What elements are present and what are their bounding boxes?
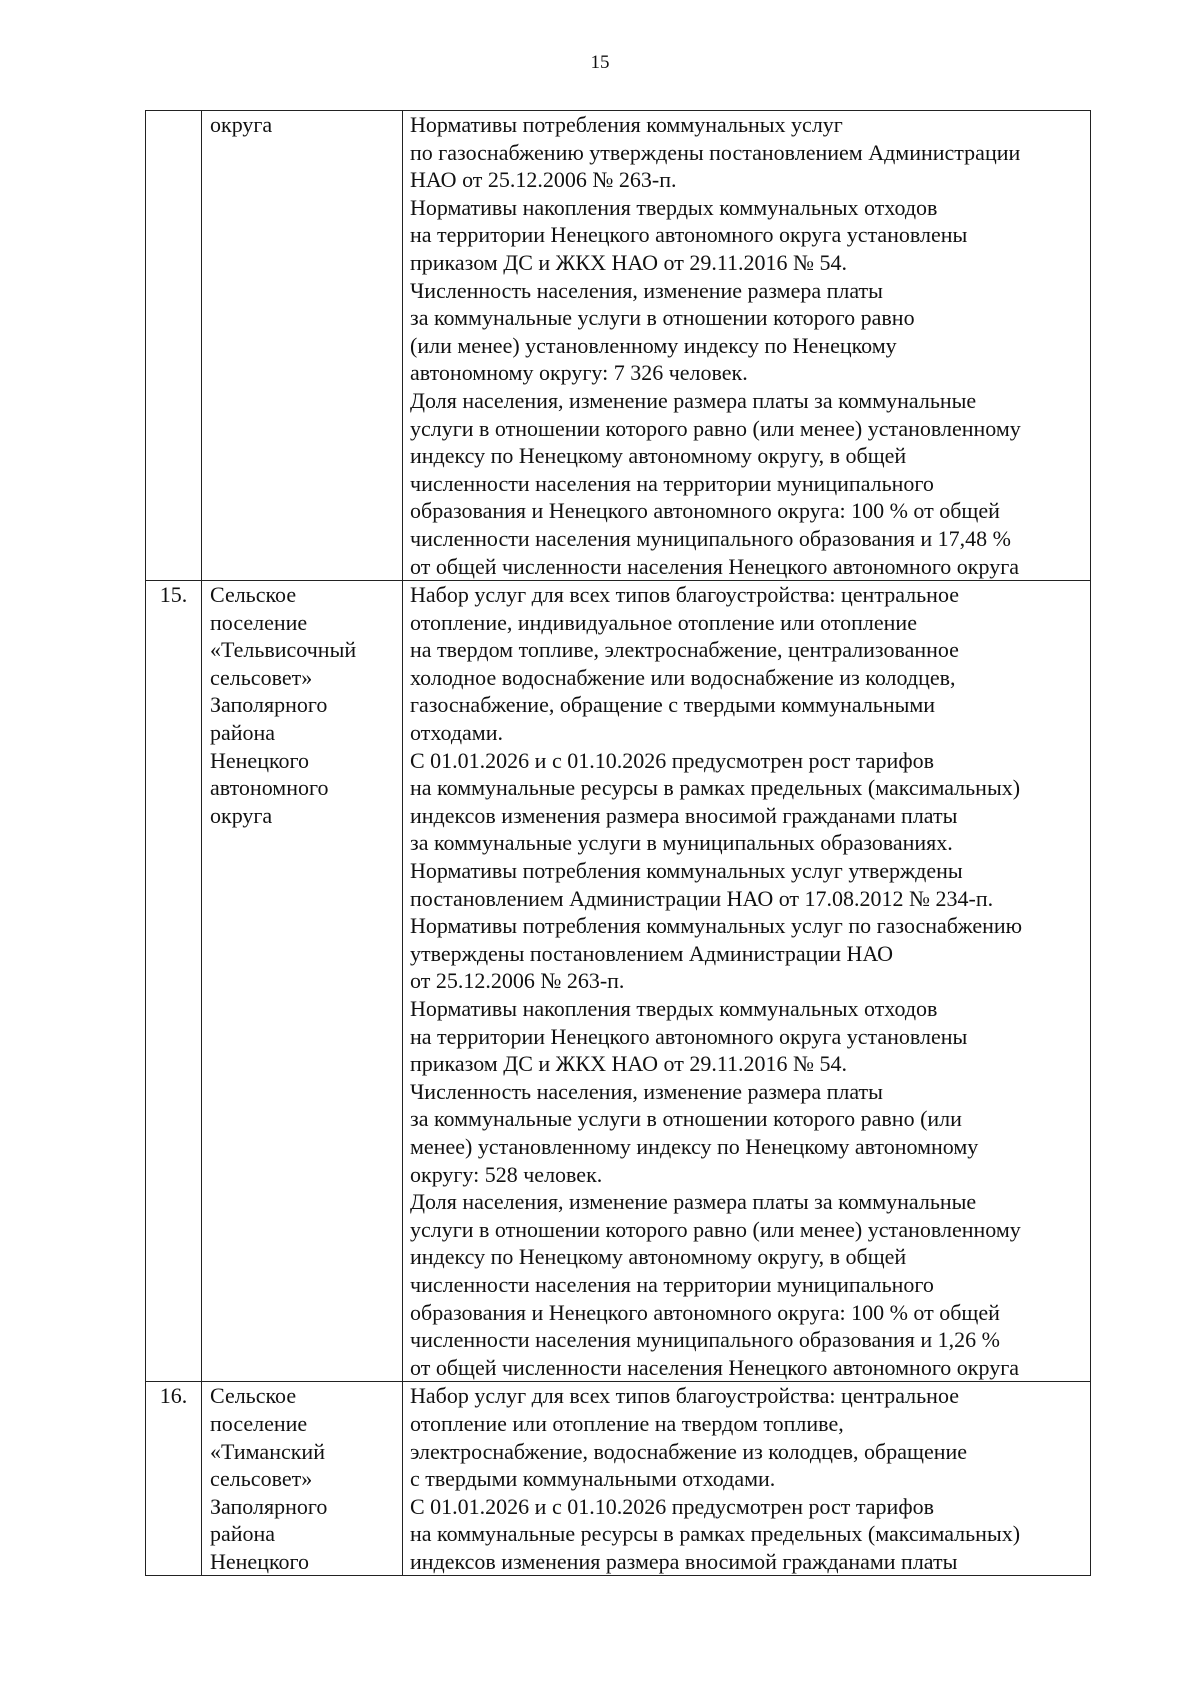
municipality-cell	[202, 1382, 403, 1576]
description-line: услуги в отношении которого равно (или менее) установленному	[410, 415, 1021, 441]
municipality-line: сельсовет»	[210, 1466, 313, 1492]
municipality-line: «Тиманский	[210, 1438, 325, 1464]
municipality-line: Сельское	[210, 582, 297, 608]
description-cell	[403, 111, 1091, 581]
description-line: образования и Ненецкого автономного округа: 100 % от общей	[410, 498, 1000, 524]
description-line: отходами.	[410, 720, 504, 746]
description-line: С 01.01.2026 и с 01.10.2026 предусмотрен рост тарифов	[410, 747, 934, 773]
municipality-line: «Тельвисочный	[210, 637, 357, 663]
description-line: газоснабжение, обращение с твердыми коммунальными	[410, 692, 936, 718]
description-line: Нормативы накопления твердых коммунальных отходов	[410, 996, 938, 1021]
description-line: Численность населения, изменение размера платы	[410, 277, 883, 303]
description-line: индексу по Ненецкому автономному округу, в общей	[410, 443, 907, 469]
municipality-line: Ненецкого	[210, 747, 310, 773]
description-line: утверждены постановлением Администрации НАО	[410, 940, 894, 966]
table-body	[146, 111, 1091, 1576]
description-line: численности населения муниципального образования и 17,48 %	[410, 525, 1011, 551]
description-line: за коммунальные услуги в отношении которого равно (или	[410, 1106, 962, 1132]
description-line: от 25.12.2006 № 263-п.	[410, 968, 625, 994]
table-row	[146, 111, 1091, 581]
description-line: холодное водоснабжение или водоснабжение из колодцев,	[410, 664, 956, 690]
municipality-line: района	[210, 720, 276, 746]
row-number: 15.	[159, 582, 188, 608]
municipality-line: поселение	[210, 1410, 308, 1436]
description-line: Нормативы накопления твердых коммунальных отходов	[410, 194, 938, 220]
description-line: численности населения муниципального образования и 1,26 %	[410, 1327, 1000, 1353]
table-row	[146, 1382, 1091, 1576]
description-line: Набор услуг для всех типов благоустройства: центральное	[410, 1383, 959, 1409]
description-line: индексу по Ненецкому автономному округу, в общей	[410, 1244, 907, 1270]
description-line: на коммунальные ресурсы в рамках предельных (максимальных)	[410, 1521, 1021, 1547]
description-line: индексов изменения размера вносимой гражданами платы	[410, 1548, 958, 1574]
description-line: Доля населения, изменение размера платы за коммунальные	[410, 387, 977, 413]
description-line: образования и Ненецкого автономного округа: 100 % от общей	[410, 1299, 1000, 1325]
description-line: от общей численности населения Ненецкого автономного округа	[410, 553, 1019, 579]
description-line: Набор услуг для всех типов благоустройства: центральное	[410, 582, 959, 608]
description-line: с твердыми коммунальными отходами.	[410, 1466, 776, 1492]
description-cell	[403, 1382, 1091, 1576]
description-line: на территории Ненецкого автономного округа установлены	[410, 222, 968, 248]
description-line: численности населения на территории муниципального	[410, 470, 934, 496]
description-line: отопление или отопление на твердом топливе,	[410, 1410, 844, 1436]
description-line: за коммунальные услуги в отношении которого равно	[410, 305, 915, 331]
municipality-line: автономного	[210, 775, 329, 801]
description-line: Нормативы потребления коммунальных услуг утверждены	[410, 858, 963, 884]
row-number-cell	[146, 1382, 202, 1576]
municipality-line: округа	[210, 802, 273, 828]
description-line: за коммунальные услуги в муниципальных образованиях.	[410, 830, 953, 856]
description-line: численности населения на территории муниципального	[410, 1271, 934, 1297]
tariff-table	[145, 110, 1091, 1576]
description-line: по газоснабжению утверждены постановлением Администрации	[410, 139, 1021, 165]
description-line: постановлением Администрации НАО от 17.08.2012 № 234-п.	[410, 885, 994, 911]
description-line: С 01.01.2026 и с 01.10.2026 предусмотрен рост тарифов	[410, 1493, 934, 1519]
page-number: 15	[590, 52, 610, 73]
description-line: приказом ДС и ЖКХ НАО от 29.11.2016 № 54.	[410, 249, 848, 275]
description-line: индексов изменения размера вносимой гражданами платы	[410, 802, 958, 828]
description-line: Нормативы потребления коммунальных услуг	[410, 112, 843, 137]
description-line: автономному округу: 7 326 человек.	[410, 360, 748, 386]
municipality-line: района	[210, 1521, 276, 1547]
municipality-cell	[202, 581, 403, 1382]
description-cell	[403, 581, 1091, 1382]
row-number-cell	[146, 581, 202, 1382]
description-line: от общей численности населения Ненецкого автономного округа	[410, 1354, 1019, 1380]
municipality-line: Ненецкого	[210, 1548, 310, 1574]
description-line: на территории Ненецкого автономного округа установлены	[410, 1023, 968, 1049]
description-line: Численность населения, изменение размера платы	[410, 1078, 883, 1104]
municipality-line: Заполярного	[210, 692, 328, 718]
description-line: (или менее) установленному индексу по Ненецкому	[410, 332, 897, 358]
municipality-line: поселение	[210, 609, 308, 635]
description-line: на коммунальные ресурсы в рамках предельных (максимальных)	[410, 775, 1021, 801]
municipality-line: Сельское	[210, 1383, 297, 1409]
description-line: услуги в отношении которого равно (или менее) установленному	[410, 1216, 1021, 1242]
description-line: отопление, индивидуальное отопление или отопление	[410, 609, 917, 635]
table-row	[146, 581, 1091, 1382]
description-line: менее) установленному индексу по Ненецкому автономному	[410, 1133, 979, 1159]
description-line: Доля населения, изменение размера платы за коммунальные	[410, 1189, 977, 1215]
municipality-cell	[202, 111, 403, 581]
description-line: электроснабжение, водоснабжение из колодцев, обращение	[410, 1438, 968, 1464]
row-number: 16.	[159, 1383, 188, 1409]
description-line: округу: 528 человек.	[410, 1161, 603, 1187]
description-line: НАО от 25.12.2006 № 263-п.	[410, 167, 677, 193]
municipality-line: округа	[210, 112, 273, 137]
municipality-line: сельсовет»	[210, 664, 313, 690]
description-line: Нормативы потребления коммунальных услуг по газоснабжению	[410, 913, 1023, 939]
description-line: на твердом топливе, электроснабжение, централизованное	[410, 637, 959, 663]
row-number-cell	[146, 111, 202, 581]
municipality-line: Заполярного	[210, 1493, 328, 1519]
description-line: приказом ДС и ЖКХ НАО от 29.11.2016 № 54.	[410, 1051, 848, 1077]
